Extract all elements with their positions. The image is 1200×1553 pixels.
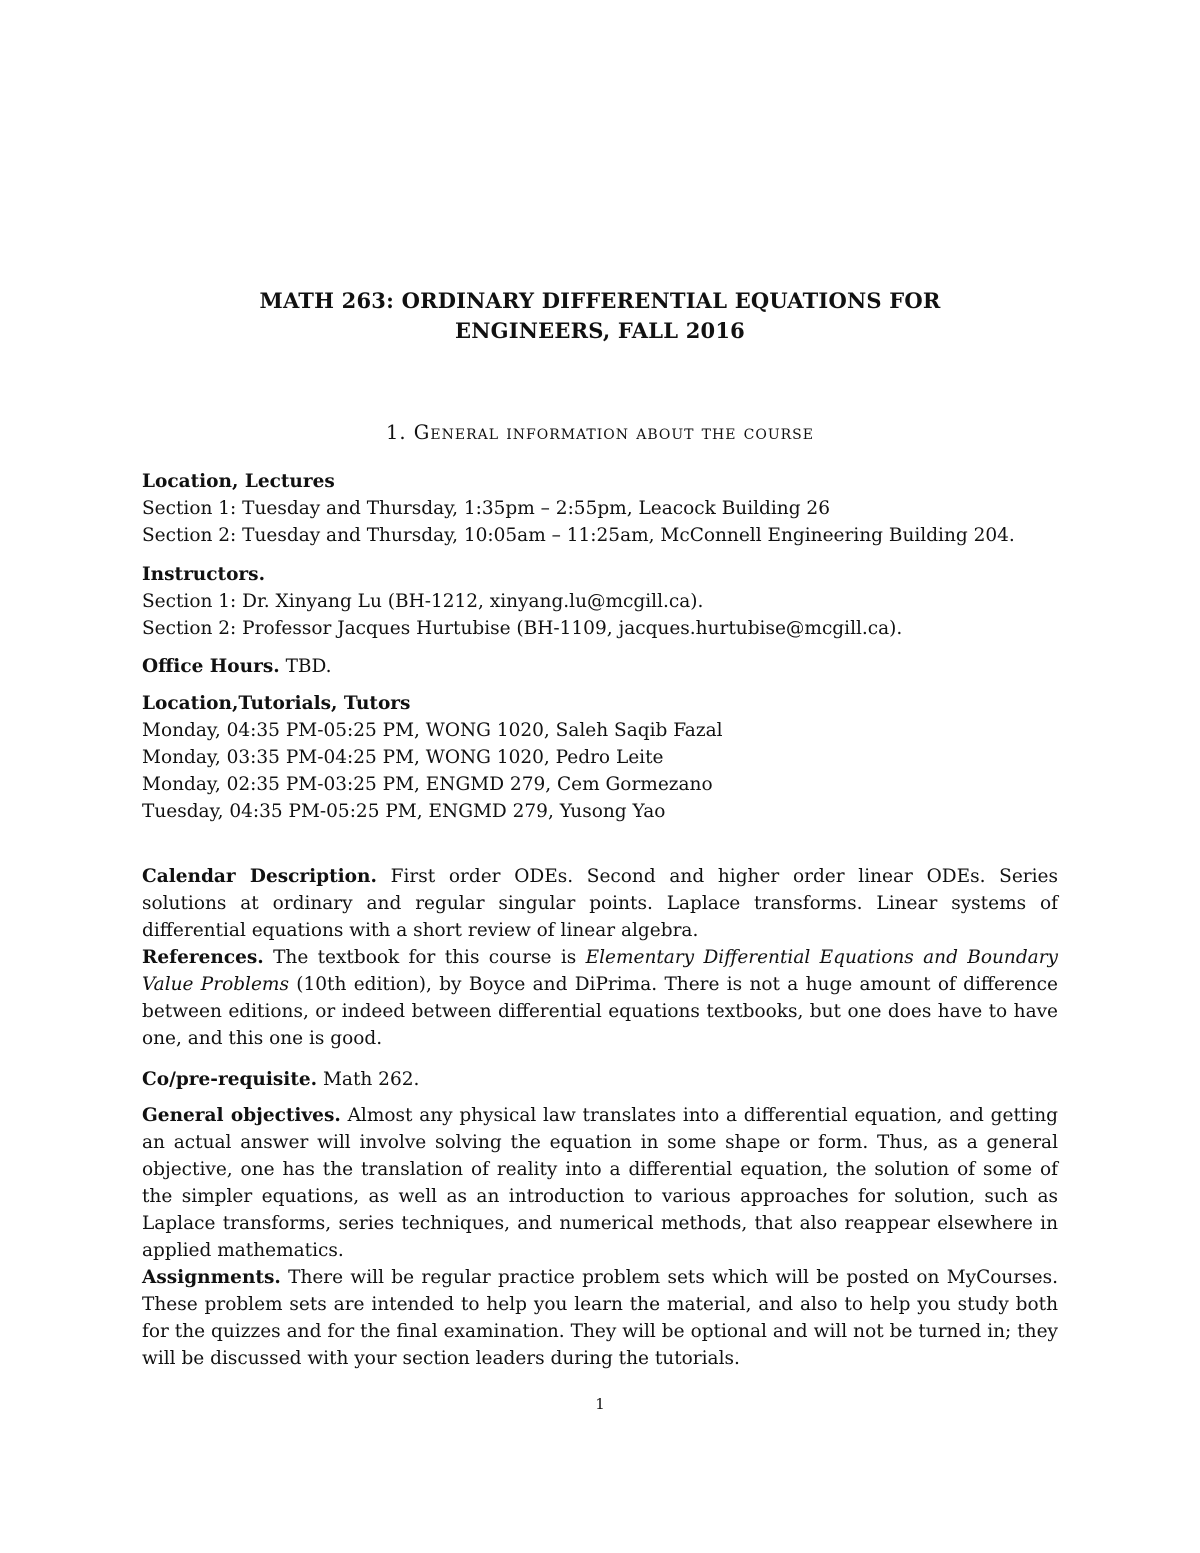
- general-objectives-label: General objectives.: [142, 1105, 341, 1126]
- office-hours-value: TBD.: [285, 656, 332, 677]
- tutorials-block: [142, 690, 1058, 825]
- prerequisite-value: Math 262.: [322, 1069, 420, 1090]
- section-heading: 1. General information about the course: [386, 421, 814, 444]
- location-lectures-label: Location, Lectures: [142, 471, 335, 492]
- references-paragraph: [142, 944, 1058, 1052]
- prerequisite-label: Co/pre-requisite.: [142, 1069, 318, 1090]
- calendar-description-text: First order ODEs. Second and higher order linear ODEs. Series solutions at ordinary and regular singular points. Laplace transforms. Linear systems of differential equations with a short review of linear algebra.: [142, 866, 1058, 941]
- tutorials-label: Location,Tutorials, Tutors: [142, 693, 411, 714]
- page-number: 1: [595, 1395, 605, 1413]
- textbook-title: Elementary Differential Equations and Boundary Value Problems: [142, 947, 1058, 995]
- references-text-before: The textbook for this course is: [273, 947, 577, 968]
- instructor-line: Section 1: Dr. Xinyang Lu (BH-1212, xinyang.lu@mcgill.ca).: [142, 591, 704, 612]
- calendar-description-block: [142, 863, 1058, 1052]
- lecture-line: Section 2: Tuesday and Thursday, 10:05am – 11:25am, McConnell Engineering Building 204.: [142, 525, 1015, 546]
- location-lectures-block: [142, 468, 1058, 549]
- lecture-line: Section 1: Tuesday and Thursday, 1:35pm – 2:55pm, Leacock Building 26: [142, 498, 830, 519]
- assignments-label: Assignments.: [142, 1267, 281, 1288]
- office-hours-label: Office Hours.: [142, 656, 280, 677]
- tutorial-line: Tuesday, 04:35 PM-05:25 PM, ENGMD 279, Yusong Yao: [142, 801, 666, 822]
- instructors-block: [142, 561, 1058, 642]
- course-title-line-1: MATH 263: ORDINARY DIFFERENTIAL EQUATIONS FOR: [259, 288, 941, 313]
- course-title-line-2: ENGINEERS, FALL 2016: [455, 318, 745, 343]
- calendar-description-label: Calendar Description.: [142, 866, 377, 887]
- instructor-line: Section 2: Professor Jacques Hurtubise (BH-1109, jacques.hurtubise@mcgill.ca).: [142, 618, 903, 639]
- tutorial-line: Monday, 02:35 PM-03:25 PM, ENGMD 279, Cem Gormezano: [142, 774, 713, 795]
- assignments-text: There will be regular practice problem sets which will be posted on MyCourses. These problem sets are intended to help you learn the material, and also to help you study both for the quizzes and for the final examination. They will be optional and will not be turned in; they will be discussed with your section leaders during the tutorials.: [142, 1267, 1058, 1369]
- general-objectives-text: Almost any physical law translates into a differential equation, and getting an actual answer will involve solving the equation in some shape or form. Thus, as a general objective, one has the translation of reality into a differential equation, the solution of some of the simpler equations, as well as an introduction to various approaches for solution, such as Laplace transforms, series techniques, and numerical methods, that also reappear elsewhere in applied mathematics.: [142, 1105, 1058, 1261]
- references-text-after: (10th edition), by Boyce and DiPrima. There is not a huge amount of difference between editions, or indeed between differential equations textbooks, but one does have to have one, and this one is good.: [142, 974, 1058, 1049]
- instructors-label: Instructors.: [142, 564, 266, 585]
- objectives-block: [142, 1102, 1058, 1372]
- tutorial-line: Monday, 03:35 PM-04:25 PM, WONG 1020, Pedro Leite: [142, 747, 664, 768]
- references-label: References.: [142, 947, 264, 968]
- tutorial-line: Monday, 04:35 PM-05:25 PM, WONG 1020, Saleh Saqib Fazal: [142, 720, 723, 741]
- prerequisite-block: [142, 1066, 1058, 1093]
- office-hours-block: [142, 653, 1058, 680]
